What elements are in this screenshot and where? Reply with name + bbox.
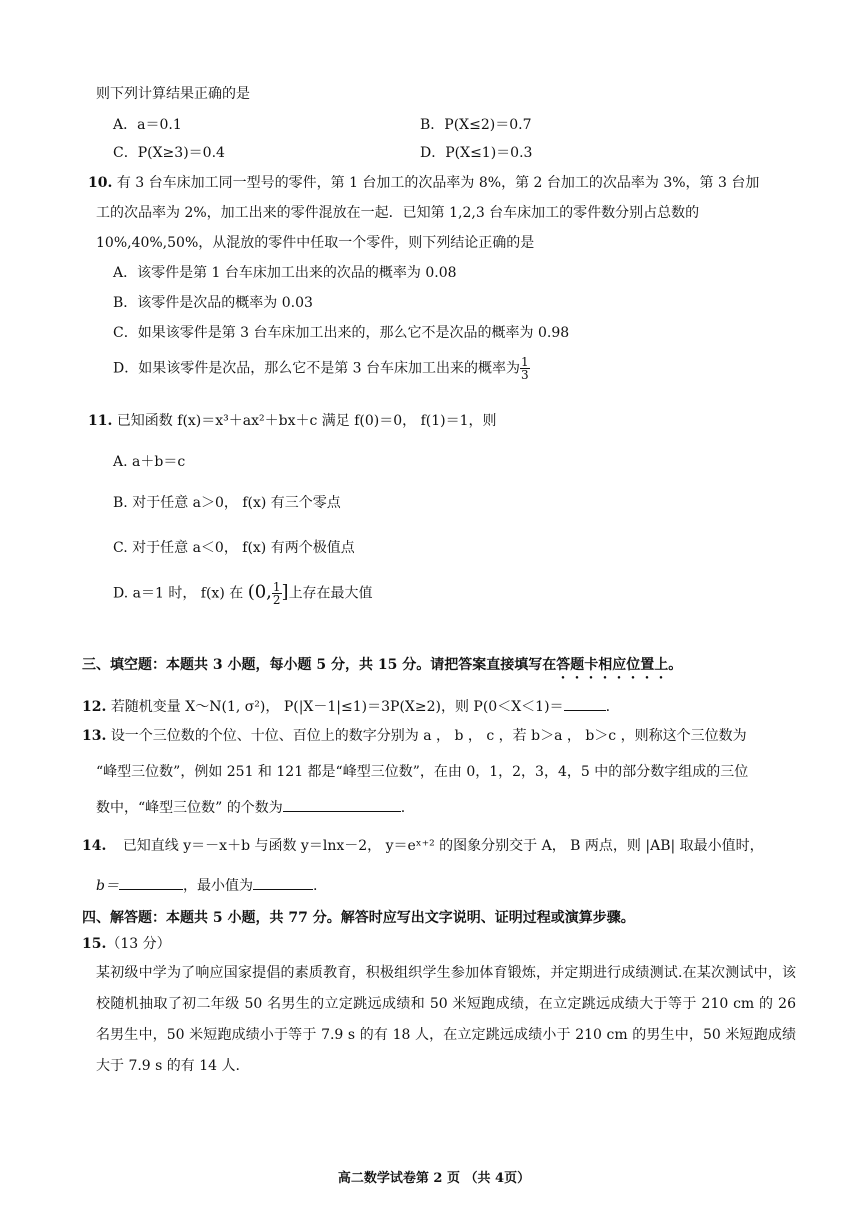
section-3-emphasis: 答题卡相应位置上 xyxy=(556,657,669,673)
q9-option-b: B．P(X≤2)＝0.7 xyxy=(420,117,532,133)
q13-line-1 xyxy=(82,726,747,746)
q14-number: 14. xyxy=(82,838,107,854)
q11-option-d-pre: D. a＝1 时， f(x) 在 xyxy=(113,585,244,602)
q10-option-d xyxy=(113,356,530,381)
q14-answer-blank-2 xyxy=(253,875,313,890)
q11-interval-open: (0, xyxy=(247,581,272,603)
q10-line-1 xyxy=(88,173,759,193)
q10-option-d-text: D．如果该零件是次品，那么它不是第 3 台车床加工出来的概率为 xyxy=(113,360,521,377)
fraction-one-third: $\frac{1}{3}$ xyxy=(521,355,529,382)
q15-header xyxy=(82,934,171,954)
q14-line-1 xyxy=(82,836,764,856)
q13-answer-blank xyxy=(283,797,401,812)
q9-stem: 则下列计算结果正确的是 xyxy=(96,86,250,102)
q11-number: 11. xyxy=(88,413,113,429)
section-4-heading: 四、解答题：本题共 5 小题，共 77 分。解答时应写出文字说明、证明过程或演算步骤。 xyxy=(82,910,635,926)
q11-stem: 已知函数 f(x)＝x³＋ax²＋bx＋c 满足 f(0)＝0， f(1)＝1，则 xyxy=(116,413,497,429)
q9-option-d: D．P(X≤1)＝0.3 xyxy=(420,145,533,161)
q15-score: （13 分） xyxy=(106,936,171,952)
fraction-one-half: $\frac{1}{2}$ xyxy=(272,580,281,607)
q14-answer-blank-1 xyxy=(119,875,183,890)
q12-answer-blank xyxy=(564,696,606,711)
q15-paragraph: 某初级中学为了响应国家提倡的素质教育，积极组织学生参加体育锻炼，并定期进行成绩测试.在某次测试中，该校随机抽取了初二年级 50 名男生的立定跳远成绩和 50 米短跑成绩，在立定跳远成绩大于等于 210 cm 的 26 名男生中，50 米短跑成绩小于等于 7.9 s 的有 18 人，在立定跳远成绩小于 210 cm 的男生中，50 米短跑成绩大于 7.9 s 的有 14 人. xyxy=(96,965,796,1074)
q13-line-2: “峰型三位数”，例如 251 和 121 都是“峰型三位数”，在由 0，1，2，3，4，5 中的部分数字组成的三位 xyxy=(96,764,749,780)
q10-line-2: 工的次品率为 2%，加工出来的零件混放在一起．已知第 1,2,3 台车床加工的零件数分别占总数的 xyxy=(96,205,700,221)
q10-number: 10. xyxy=(88,175,113,191)
q10-text-1: 有 3 台车床加工同一型号的零件，第 1 台加工的次品率为 8%，第 2 台加工的次品率为 3%，第 3 台加 xyxy=(116,175,760,191)
q14-text-1: 已知直线 y＝－x＋b 与函数 y＝lnx－2， y＝eˣ⁺² 的图象分别交于 A， B 两点，则 |AB| 取最小值时， xyxy=(122,838,764,854)
q15-number: 15. xyxy=(82,936,107,952)
q10-option-c: C．如果该零件是第 3 台车床加工出来的，那么它不是次品的概率为 0.98 xyxy=(113,325,570,341)
q10-option-b: B．该零件是次品的概率为 0.03 xyxy=(113,295,313,311)
q12-number: 12. xyxy=(82,699,107,715)
q11-interval-close: ] xyxy=(281,581,289,603)
section-3-heading xyxy=(82,655,682,682)
q14-min-label: ，最小值为 xyxy=(182,878,253,894)
q12-line: 12. 若随机变量 X～N(1, σ²)， P(|X－1|≤1)＝3P(X≥2)，则 P(0＜X＜1)＝ . xyxy=(82,696,610,717)
q10-line-3: 10%,40%,50%，从混放的零件中任取一个零件，则下列结论正确的是 xyxy=(96,235,535,251)
q11-option-b: B. 对于任意 a＞0， f(x) 有三个零点 xyxy=(113,495,341,511)
q11-stem-line xyxy=(88,411,497,431)
q13-line-3: 数中，“峰型三位数” 的个数为 . xyxy=(96,797,405,818)
q11-option-a: A. a＋b＝c xyxy=(113,454,186,470)
q12-text: 若随机变量 X～N(1, σ²)， P(|X－1|≤1)＝3P(X≥2)，则 P(0＜X＜1)＝ xyxy=(110,699,564,715)
q11-option-c: C. 对于任意 a＜0， f(x) 有两个极值点 xyxy=(113,540,355,556)
q11-option-d xyxy=(113,581,373,606)
q14-b-label: b＝ xyxy=(96,878,119,894)
q14-line-2: b＝ ，最小值为 . xyxy=(96,875,317,896)
section-3-title: 三、填空题：本题共 3 小题，每小题 5 分，共 15 分。请把答案直接填写在 xyxy=(82,657,557,673)
q10-option-a: A．该零件是第 1 台车床加工出来的次品的概率为 0.08 xyxy=(113,265,457,281)
page-footer: 高二数学试卷第 2 页 （共 4页） xyxy=(337,1171,531,1186)
section-3-end: 。 xyxy=(668,657,683,673)
q13-number: 13. xyxy=(82,728,107,744)
q9-option-c: C．P(X≥3)＝0.4 xyxy=(113,145,225,161)
q13-text-1: 设一个三位数的个位、十位、百位上的数字分别为 a ， b ， c ，若 b＞a ， b＞c ，则称这个三位数为 xyxy=(110,728,747,744)
q11-option-d-post: 上存在最大值 xyxy=(288,585,373,602)
q9-option-a: A．a＝0.1 xyxy=(113,117,182,133)
q13-text-3: 数中，“峰型三位数” 的个数为 xyxy=(96,800,283,816)
